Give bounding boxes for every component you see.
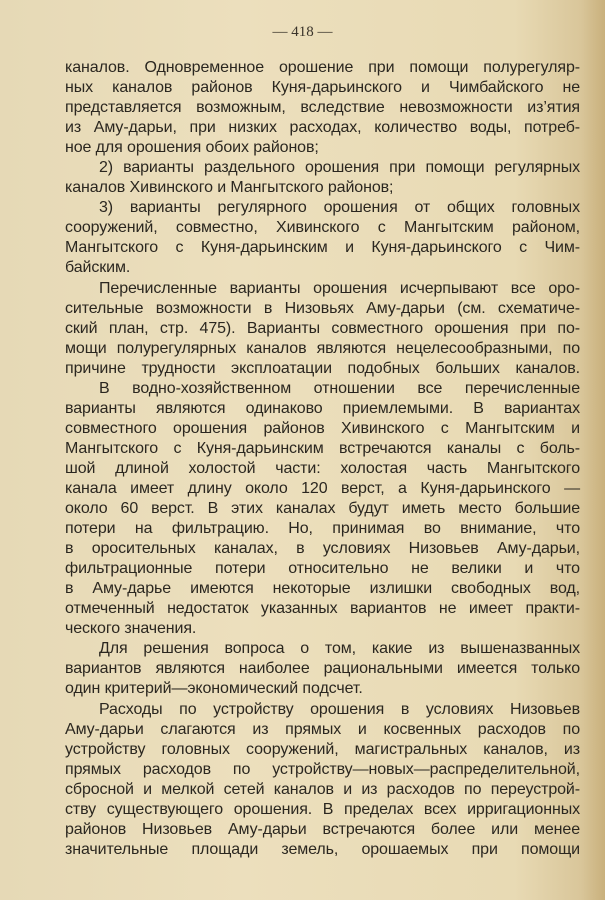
- text-line: сительные возможности в Низовьях Аму-дарьи (см. схематиче-: [65, 299, 580, 317]
- text-line: ству существующего орошения. В пределах всех ирригационных: [65, 800, 580, 818]
- text-line: 3) варианты регулярного орошения от общих головных: [99, 199, 580, 217]
- text-line: ский план, стр. 475). Варианты совместного орошения при по-: [65, 319, 580, 337]
- text-line: из Аму-дарьи, при низких расходах, количество воды, потреб-: [65, 119, 580, 137]
- text-line: каналов Хивинского и Мангытского районов;: [65, 179, 394, 197]
- text-line: Для решения вопроса о том, какие из вышеназванных: [99, 640, 580, 658]
- text-line: около 60 верст. В этих каналах будут иметь место большие: [65, 500, 580, 518]
- text-line: Мангытского с Куня-дарьинским и Куня-дарьинского с Чим-: [65, 239, 580, 257]
- text-line: совместного орошения районов Хивинского с Мангытским и: [65, 419, 580, 437]
- text-line: канала имеет длину около 120 верст, а Куня-дарьинского —: [65, 479, 580, 497]
- text-line: сбросной и мелкой сетей каналов и из расходов по переустрой-: [65, 780, 580, 798]
- text-line: каналов. Одновременное орошение при помощи полурегуляр-: [65, 59, 580, 76]
- text-line: прямых расходов по устройству—новых—распределительной,: [65, 760, 580, 778]
- text-line: значительные площади земель, орошаемых при помощи: [65, 840, 580, 858]
- text-line: в Аму-дарье имеются некоторые излишки свободных вод,: [65, 580, 580, 598]
- text-line: шой длиной холостой части: холостая часть Мангытского: [65, 459, 580, 477]
- page-number: — 418 —: [272, 24, 333, 40]
- text-line: причине трудности эксплоатации подобных больших каналов.: [65, 359, 580, 377]
- text-line: ных каналов районов Куня-дарьинского и Чимбайского не: [65, 79, 580, 97]
- body-text: [65, 58, 580, 860]
- text-line: ческого значения.: [65, 620, 197, 638]
- text-line: Мангытского с Куня-дарьинским встречаются каналы с боль-: [65, 439, 580, 457]
- text-line: мощи полурегулярных каналов являются нецелесообразными, по: [65, 339, 580, 357]
- text-line: в оросительных каналах, в условиях Низовьев Аму-дарьи,: [65, 540, 580, 558]
- text-line: Перечисленные варианты орошения исчерпывают все оро-: [99, 279, 580, 297]
- text-line: представляется возможным, вследствие невозможности из’ятия: [65, 99, 580, 117]
- text-line: вариантов являются наиболее рациональными имеется только: [65, 660, 580, 678]
- text-line: устройству головных сооружений, магистральных каналов, из: [65, 740, 580, 758]
- text-line: варианты являются одинаково приемлемыми. В вариантах: [65, 399, 580, 417]
- text-line: один критерий—экономический подсчет.: [65, 680, 363, 698]
- text-line: Расходы по устройству орошения в условиях Низовьев: [99, 700, 580, 718]
- text-line: Аму-дарьи слагаются из прямых и косвенных расходов по: [65, 720, 580, 738]
- text-line: районов Низовьев Аму-дарьи встречаются более или менее: [65, 820, 580, 838]
- text-line: ное для орошения обоих районов;: [65, 139, 319, 157]
- text-line: отмеченный недостаток указанных вариантов не имеет практи-: [65, 600, 580, 618]
- text-line: байским.: [65, 259, 131, 277]
- text-line: сооружений, совместно, Хивинского с Мангытским районом,: [65, 219, 580, 237]
- text-line: фильтрационные потери относительно не велики и что: [65, 560, 580, 578]
- text-line: 2) варианты раздельного орошения при помощи регулярных: [99, 159, 580, 177]
- text-line: В водно-хозяйственном отношении все перечисленные: [99, 379, 580, 397]
- text-line: потери на фильтрацию. Но, принимая во внимание, что: [65, 520, 580, 538]
